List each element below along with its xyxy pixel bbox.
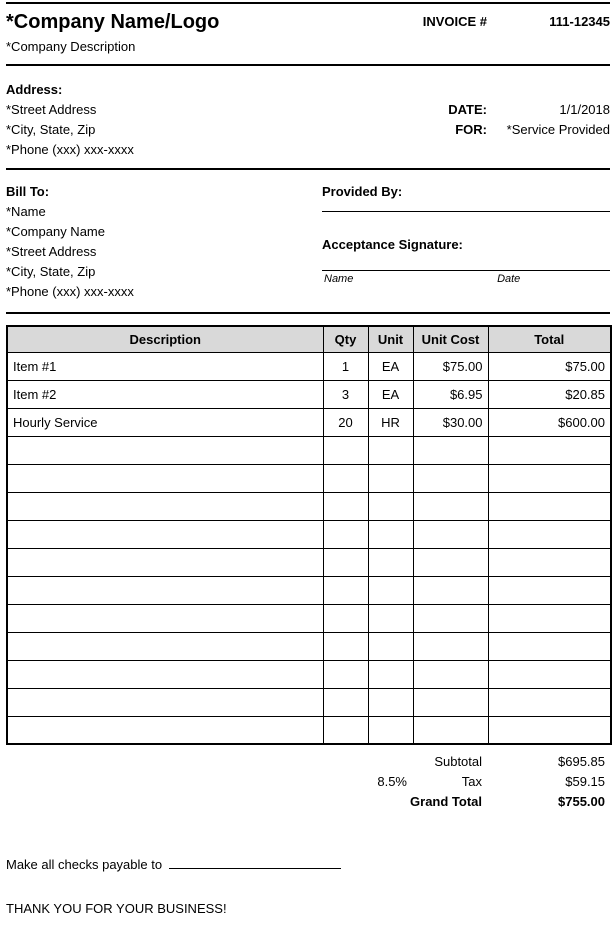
cell-qty — [323, 604, 368, 632]
cell-total: $600.00 — [488, 408, 611, 436]
table-row-empty — [7, 716, 611, 744]
cell-total — [488, 464, 611, 492]
signature-captions — [322, 271, 610, 287]
header-unit: Unit — [368, 326, 413, 352]
checks-payable-text: Make all checks payable to — [6, 857, 163, 872]
payable-blank-line — [169, 855, 341, 869]
address-phone: *Phone (xxx) xxx-xxxx — [6, 142, 134, 157]
cell-unit — [368, 716, 413, 744]
cell-description: Item #1 — [7, 352, 323, 380]
company-name: *Company Name/Logo — [6, 11, 220, 33]
cell-qty: 3 — [323, 380, 368, 408]
invoice-page — [0, 2, 613, 927]
bill-to-heading: Bill To: — [6, 184, 50, 199]
provided-by-signature-line — [322, 211, 610, 212]
cell-total — [488, 716, 611, 744]
cell-description — [7, 660, 323, 688]
date-for-block — [322, 80, 610, 160]
header-divider — [6, 64, 610, 66]
bill-to-phone: *Phone (xxx) xxx-xxxx — [6, 284, 134, 299]
address-city: *City, State, Zip — [6, 122, 96, 137]
cell-description — [7, 576, 323, 604]
provided-by-label: Provided By: — [322, 184, 403, 199]
grand-total-label: Grand Total — [410, 793, 483, 809]
subtotal-label: Subtotal — [434, 753, 483, 769]
signature-date-caption: Date — [497, 273, 521, 285]
cell-description: Item #2 — [7, 380, 323, 408]
top-rule — [6, 2, 610, 4]
grand-total-value: $755.00 — [558, 793, 606, 809]
cell-unit — [368, 632, 413, 660]
cell-total — [488, 520, 611, 548]
date-row — [322, 100, 610, 120]
cell-description: Hourly Service — [7, 408, 323, 436]
cell-unit_cost — [413, 688, 488, 716]
address-street: *Street Address — [6, 102, 97, 117]
cell-qty — [323, 548, 368, 576]
bill-to-section — [6, 182, 610, 302]
table-row-empty — [7, 632, 611, 660]
bill-to-street: *Street Address — [6, 244, 97, 259]
cell-total — [488, 660, 611, 688]
cell-qty — [323, 716, 368, 744]
tax-label: Tax — [461, 773, 483, 789]
for-value: *Service Provided — [506, 122, 610, 137]
cell-unit — [368, 492, 413, 520]
cell-description — [7, 492, 323, 520]
cell-unit — [368, 660, 413, 688]
for-row — [322, 120, 610, 140]
cell-total: $75.00 — [488, 352, 611, 380]
cell-unit_cost: $75.00 — [413, 352, 488, 380]
subtotal-row — [6, 751, 610, 771]
invoice-number-block — [322, 9, 610, 29]
header-description: Description — [7, 326, 323, 352]
cell-unit_cost — [413, 632, 488, 660]
bill-to-city: *City, State, Zip — [6, 264, 96, 279]
cell-unit_cost — [413, 716, 488, 744]
cell-description — [7, 688, 323, 716]
cell-qty — [323, 576, 368, 604]
table-row-empty — [7, 464, 611, 492]
cell-total — [488, 632, 611, 660]
line-items-table — [6, 325, 612, 745]
table-header-row — [7, 326, 611, 352]
cell-description — [7, 632, 323, 660]
cell-unit_cost — [413, 660, 488, 688]
invoice-number-label: INVOICE # — [422, 14, 487, 29]
table-row-empty — [7, 492, 611, 520]
cell-description — [7, 436, 323, 464]
table-row-empty — [7, 576, 611, 604]
cell-description — [7, 464, 323, 492]
cell-qty: 20 — [323, 408, 368, 436]
tax-value: $59.15 — [565, 773, 606, 789]
cell-qty — [323, 632, 368, 660]
signature-block — [322, 182, 610, 302]
cell-total — [488, 436, 611, 464]
cell-qty — [323, 464, 368, 492]
date-label: DATE: — [448, 102, 487, 117]
cell-unit — [368, 436, 413, 464]
date-value: 1/1/2018 — [559, 102, 610, 117]
grand-total-row — [6, 791, 610, 811]
cell-unit — [368, 604, 413, 632]
header-qty: Qty — [323, 326, 368, 352]
signature-name-caption: Name — [324, 273, 354, 285]
table-row-empty — [7, 660, 611, 688]
subtotal-value: $695.85 — [558, 753, 606, 769]
invoice-table-body — [7, 352, 611, 744]
cell-total — [488, 604, 611, 632]
cell-total — [488, 548, 611, 576]
cell-unit_cost: $6.95 — [413, 380, 488, 408]
cell-qty — [323, 688, 368, 716]
cell-description — [7, 604, 323, 632]
cell-description — [7, 548, 323, 576]
table-row-empty — [7, 548, 611, 576]
address-section — [6, 80, 610, 160]
totals-section — [6, 751, 610, 811]
header — [6, 9, 610, 35]
address-heading: Address: — [6, 82, 63, 97]
checks-payable-row — [6, 855, 610, 875]
cell-qty — [323, 520, 368, 548]
header-unit-cost: Unit Cost — [413, 326, 488, 352]
cell-total: $20.85 — [488, 380, 611, 408]
cell-unit_cost — [413, 548, 488, 576]
cell-unit_cost — [413, 576, 488, 604]
address-block — [6, 80, 322, 160]
cell-unit — [368, 688, 413, 716]
cell-unit — [368, 464, 413, 492]
cell-unit — [368, 576, 413, 604]
table-row-empty — [7, 520, 611, 548]
cell-qty — [323, 436, 368, 464]
bill-to-name: *Name — [6, 204, 46, 219]
thank-you-text: THANK YOU FOR YOUR BUSINESS! — [6, 901, 227, 916]
table-divider — [6, 312, 610, 314]
table-row — [7, 408, 611, 436]
cell-unit_cost — [413, 520, 488, 548]
table-row — [7, 380, 611, 408]
cell-unit: EA — [368, 352, 413, 380]
cell-qty — [323, 660, 368, 688]
bill-to-company: *Company Name — [6, 224, 105, 239]
header-total: Total — [488, 326, 611, 352]
tax-rate: 8.5% — [377, 773, 407, 789]
cell-description — [7, 716, 323, 744]
acceptance-signature-label: Acceptance Signature: — [322, 237, 463, 252]
cell-total — [488, 492, 611, 520]
tax-row — [6, 771, 610, 791]
cell-unit_cost — [413, 604, 488, 632]
cell-qty — [323, 492, 368, 520]
table-row — [7, 352, 611, 380]
cell-unit_cost — [413, 436, 488, 464]
cell-unit: EA — [368, 380, 413, 408]
spacer-line — [322, 80, 610, 100]
table-row-empty — [7, 436, 611, 464]
cell-unit_cost — [413, 492, 488, 520]
cell-qty: 1 — [323, 352, 368, 380]
cell-total — [488, 688, 611, 716]
cell-total — [488, 576, 611, 604]
table-row-empty — [7, 688, 611, 716]
company-description: *Company Description — [6, 39, 136, 54]
cell-unit: HR — [368, 408, 413, 436]
table-row-empty — [7, 604, 611, 632]
cell-unit — [368, 548, 413, 576]
address-divider — [6, 168, 610, 170]
for-label: FOR: — [455, 122, 487, 137]
cell-unit — [368, 520, 413, 548]
cell-description — [7, 520, 323, 548]
cell-unit_cost: $30.00 — [413, 408, 488, 436]
invoice-number-value: 111-12345 — [549, 14, 610, 29]
cell-unit_cost — [413, 464, 488, 492]
bill-to-block — [6, 182, 322, 302]
